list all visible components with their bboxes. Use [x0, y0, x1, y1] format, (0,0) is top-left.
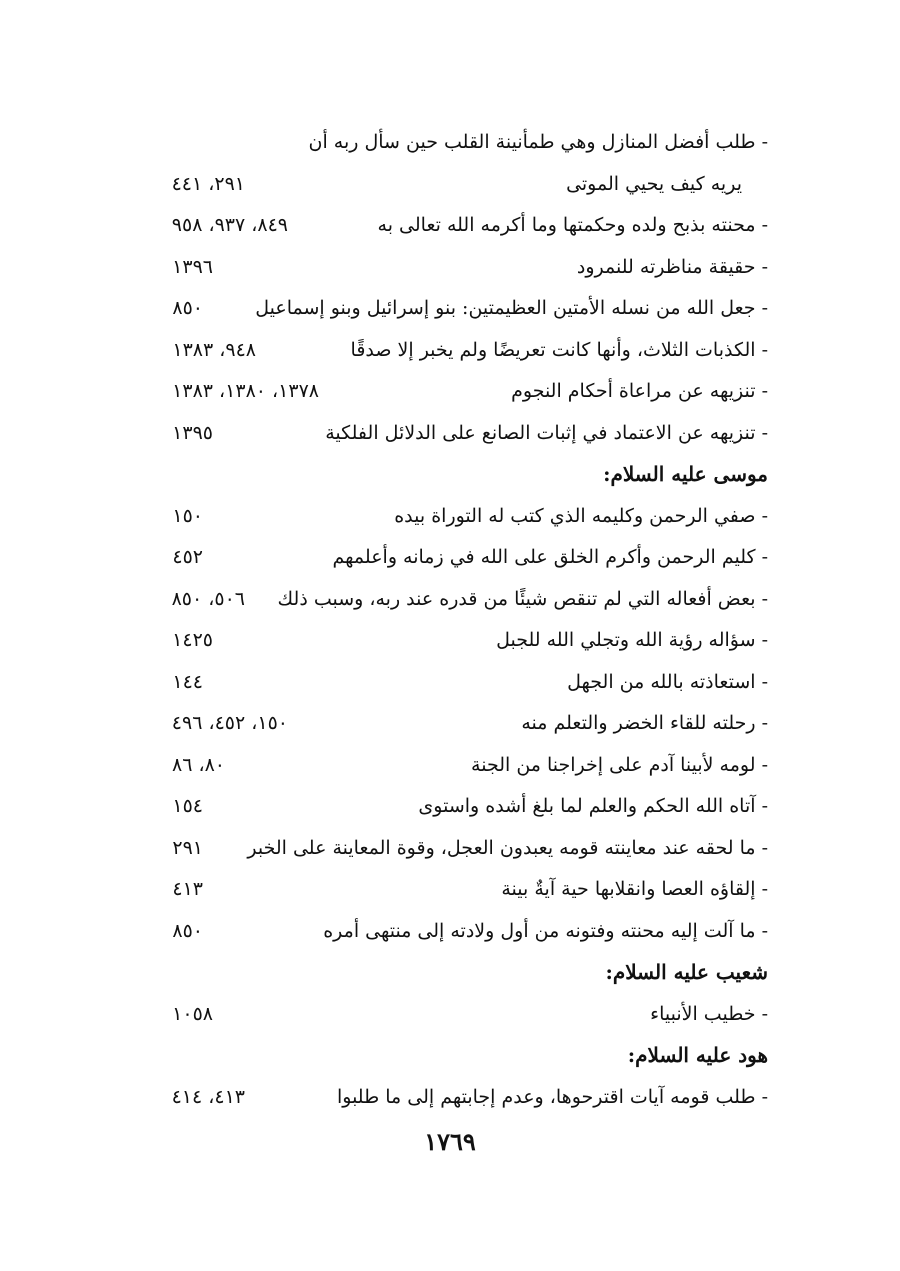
- index-entry: [112, 828, 768, 870]
- index-entry: [112, 620, 768, 662]
- entry-text: - حقيقة مناظرته للنمرود: [576, 255, 768, 278]
- page-number: ١٧٦٩: [424, 1127, 476, 1156]
- index-entry: [112, 1077, 768, 1119]
- section-heading: [112, 454, 768, 496]
- index-entry: [112, 579, 768, 621]
- entry-page-refs: ٩٤٨، ١٣٨٣: [172, 338, 256, 361]
- entry-text: - آتاه الله الحكم والعلم لما بلغ أشده واستوى: [418, 795, 768, 817]
- index-entry: [112, 413, 768, 455]
- entry-text: - جعل الله من نسله الأمتين العظيمتين: بنو إسرائيل وبنو إسماعيل: [255, 297, 768, 319]
- entry-text: - الكذبات الثلاث، وأنها كانت تعريضًا ولم يخبر إلا صدقًا: [350, 338, 768, 361]
- entry-page-refs: ١٥٠: [172, 504, 203, 527]
- entry-text: - كليم الرحمن وأكرم الخلق على الله في زمانه وأعلمهم: [332, 546, 768, 568]
- entry-page-refs: ٨٠، ٨٦: [171, 753, 225, 776]
- entry-page-refs: ١٥٤: [172, 795, 203, 817]
- entry-page-refs: ١٤٢٥: [172, 629, 213, 651]
- entry-page-refs: ٨٥٠: [172, 919, 203, 942]
- index-page: [112, 122, 768, 1222]
- entry-page-refs: ٢٩١: [172, 836, 203, 859]
- entry-page-refs: ٢٩١، ٤٤١: [171, 172, 245, 195]
- index-entry: [112, 247, 768, 289]
- entry-text: - تنزيهه عن الاعتماد في إثبات الصانع على الدلائل الفلكية: [325, 421, 768, 444]
- index-entry: [112, 662, 768, 704]
- section-heading-text: شعيب عليه السلام:: [605, 960, 768, 984]
- entry-page-refs: ١٣٩٥: [172, 421, 213, 444]
- index-entry: [112, 786, 768, 828]
- index-entry: [112, 911, 768, 953]
- index-entry: [112, 869, 768, 911]
- section-heading-text: هود عليه السلام:: [627, 1043, 768, 1067]
- entry-text: - محنته بذبح ولده وحكمتها وما أكرمه الله تعالى به: [377, 214, 768, 236]
- entry-page-refs: ١٣٩٦: [172, 255, 213, 278]
- section-heading-text: موسى عليه السلام:: [603, 462, 768, 486]
- entry-page-refs: ٤١٣: [172, 878, 203, 900]
- entry-text: - إلقاؤه العصا وانقلابها حية آيةٌ بينة: [501, 878, 768, 900]
- index-entry: [112, 164, 768, 206]
- entry-page-refs: ١٠٥٨: [172, 1002, 213, 1025]
- entry-text: - ما لحقه عند معاينته قومه يعبدون العجل، وقوة المعاينة على الخبر: [247, 836, 768, 859]
- entry-page-refs: ٤١٣، ٤١٤: [171, 1085, 245, 1108]
- entry-text: يريه كيف يحيي الموتى: [566, 172, 742, 195]
- entry-page-refs: ١٥٠، ٤٥٢، ٤٩٦: [171, 712, 288, 734]
- entry-text: - طلب أفضل المنازل وهي طمأنينة القلب حين سأل ربه أن: [308, 131, 768, 153]
- index-entry: [112, 994, 768, 1036]
- index-entry: [112, 288, 768, 330]
- entry-text: - لومه لأبينا آدم على إخراجنا من الجنة: [471, 753, 768, 776]
- index-entry: [112, 122, 768, 164]
- index-entry: [112, 537, 768, 579]
- entry-text: - صفي الرحمن وكليمه الذي كتب له التوراة بيده: [394, 504, 768, 527]
- entry-text: - تنزيهه عن مراعاة أحكام النجوم: [511, 380, 768, 402]
- index-entry: [112, 496, 768, 538]
- entry-page-refs: ١٣٧٨، ١٣٨٠، ١٣٨٣: [172, 380, 319, 402]
- entry-page-refs: ٥٠٦، ٨٥٠: [171, 587, 245, 610]
- index-entry: [112, 205, 768, 247]
- entry-text: - خطيب الأنبياء: [650, 1002, 768, 1025]
- entry-text: - استعاذته بالله من الجهل: [567, 670, 768, 693]
- index-entry: [112, 703, 768, 745]
- entry-text: - ما آلت إليه محنته وفتونه من أول ولادته إلى منتهى أمره: [323, 919, 768, 942]
- entry-page-refs: ٤٥٢: [172, 546, 203, 568]
- entry-text: - رحلته للقاء الخضر والتعلم منه: [521, 712, 768, 734]
- index-entry: [112, 330, 768, 372]
- entry-text: - بعض أفعاله التي لم تنقص شيئًا من قدره عند ربه، وسبب ذلك: [277, 587, 768, 610]
- section-heading: [112, 952, 768, 994]
- entry-page-refs: ٨٥٠: [172, 297, 203, 319]
- entry-page-refs: ١٤٤: [172, 670, 203, 693]
- entry-text: - طلب قومه آيات اقترحوها، وعدم إجابتهم إلى ما طلبوا: [336, 1085, 768, 1108]
- entry-text: - سؤاله رؤية الله وتجلي الله للجبل: [496, 629, 768, 651]
- entry-page-refs: ٨٤٩، ٩٣٧، ٩٥٨: [171, 214, 288, 236]
- index-entry: [112, 745, 768, 787]
- section-heading: [112, 1035, 768, 1077]
- index-entry: [112, 371, 768, 413]
